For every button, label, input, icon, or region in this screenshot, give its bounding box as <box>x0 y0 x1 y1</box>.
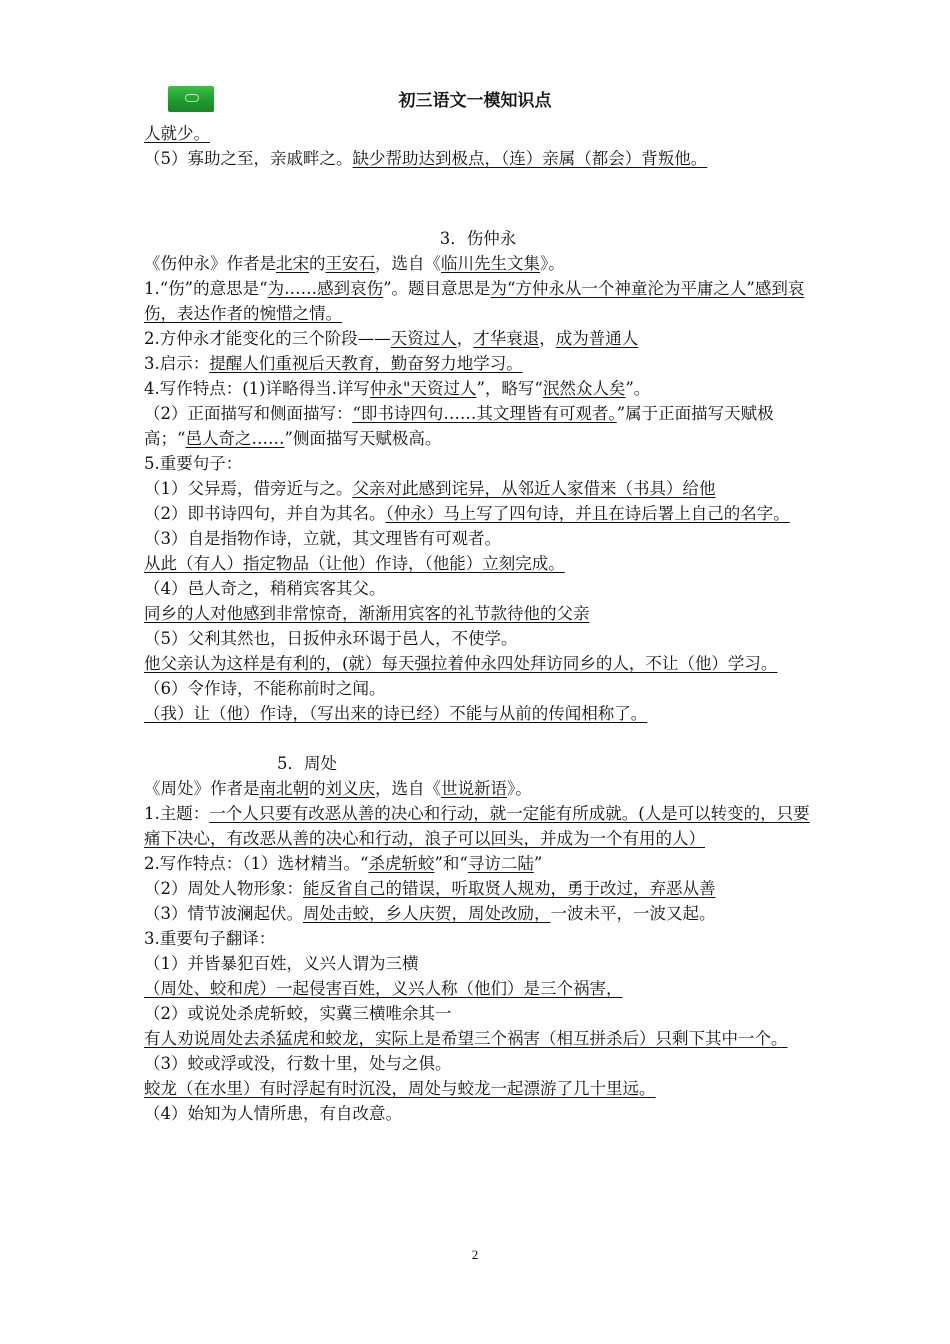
text-line: 2.写作特点：（1）选材精当。“杀虎斩蛟”和“寻访二陆” <box>144 854 543 873</box>
text-line: （3）蛟或浮或没，行数十里，处与之俱。 <box>144 1054 452 1073</box>
text-line: （1）父异焉，借旁近与之。父亲对此感到诧异，从邻近人家借来（书具）给他 <box>144 479 716 498</box>
text-line: （5）寡助之至，亲戚畔之。缺少帮助达到极点，（连）亲属（都会）背叛他。 <box>144 149 708 168</box>
text-line: 蛟龙（在水里）有时浮起有时沉没，周处与蛟龙一起漂游了几十里远。 <box>144 1079 656 1098</box>
section-heading-zhou-chu: 5．周处 <box>277 754 337 773</box>
text-line: （2）周处人物形象：能反省自己的错误，听取贤人规劝，勇于改过，弃恶从善 <box>144 879 716 898</box>
page-number: 2 <box>471 1247 479 1262</box>
page-title: 初三语文一模知识点 <box>398 91 552 111</box>
underlined-answer: 缺少帮助达到极点，（连）亲属（都会）背叛他。 <box>352 149 708 168</box>
text-paragraph: 有人劝说周处去杀猛虎和蛟龙，实际上是希望三个祸害（相互拼杀后）只剩下其中一个。 <box>144 1029 788 1048</box>
document-body <box>144 121 812 1126</box>
text-paragraph: 1.主题：一个人只要有改恶从善的决心和行动，就一定能有所成就。(人是可以转变的，只要痛下决心，有改恶从善的决心和行动，浪子可以回头，并成为一个有用的人） <box>144 804 810 848</box>
text-line: 同乡的人对他感到非常惊奇，渐渐用宾客的礼节款待他的父亲 <box>144 604 590 623</box>
text-line: 《周处》作者是南北朝的刘义庆，选自《世说新语》。 <box>144 779 532 798</box>
text-line: 《伤仲永》作者是北宋的王安石，选自《临川先生文集》。 <box>144 254 565 273</box>
text-line: （2）或说处杀虎斩蛟，实冀三横唯余其一 <box>144 1004 452 1023</box>
text-line: 3.重要句子翻译： <box>144 929 276 948</box>
text-line: 3.启示：提醒人们重视后天教育，勤奋努力地学习。 <box>144 354 523 373</box>
text-line: （我）让（他）作诗，（写出来的诗已经）不能与从前的传闻相称了。 <box>144 704 648 723</box>
text-line: 5.重要句子： <box>144 454 243 473</box>
text-line: （周处、蛟和虎）一起侵害百姓，义兴人称（他们）是三个祸害， <box>144 979 623 998</box>
text-line: （1）并皆暴犯百姓，义兴人谓为三横 <box>144 954 419 973</box>
text-line: 从此（有人）指定物品（让他）作诗，（他能）立刻完成。 <box>144 554 565 573</box>
text-line: （5）父利其然也，日扳仲永环谒于邑人，不使学。 <box>144 629 518 648</box>
text-paragraph: （2）正面描写和侧面描写：“即书诗四句……其文理皆有可观者。”属于正面描写天赋极高；“邑人奇之……”侧面描写天赋极高。 <box>144 404 774 448</box>
text-line: （4）始知为人情所患，有自改意。 <box>144 1104 402 1123</box>
text-line: （6）令作诗，不能称前时之闻。 <box>144 679 386 698</box>
text-line: （3）自是指物作诗，立就，其文理皆有可观者。 <box>144 529 501 548</box>
text-paragraph: 1.“伤”的意思是“为……感到哀伤”。题目意思是为“方仲永从一个神童沦为平庸之人”感到哀伤，表达作者的惋惜之情。 <box>144 279 805 323</box>
text-line <box>144 121 812 146</box>
underlined-answer: 人就少。 <box>144 124 210 143</box>
text-line: （4）邑人奇之，稍稍宾客其父。 <box>144 579 386 598</box>
text-line: （3）情节波澜起伏。周处击蛟，乡人庆贺，周处改励，一波未平，一波又起。 <box>144 904 716 923</box>
text-line: 2.方仲永才能变化的三个阶段——天资过人，才华衰退，成为普通人 <box>144 329 639 348</box>
text-paragraph: （2）即书诗四句，并自为其名。（仲永）马上写了四句诗，并且在诗后署上自己的名字。 <box>144 504 790 523</box>
text-paragraph: 他父亲认为这样是有利的，(就）每天强拉着仲永四处拜访同乡的人，不让（他）学习。 <box>144 654 778 673</box>
text-line: 4.写作特点：(1)详略得当.详写仲永"天资过人”，略写“泯然众人矣”。 <box>144 379 651 398</box>
section-heading-shang-zhongyong: 3．伤仲永 <box>439 229 517 248</box>
